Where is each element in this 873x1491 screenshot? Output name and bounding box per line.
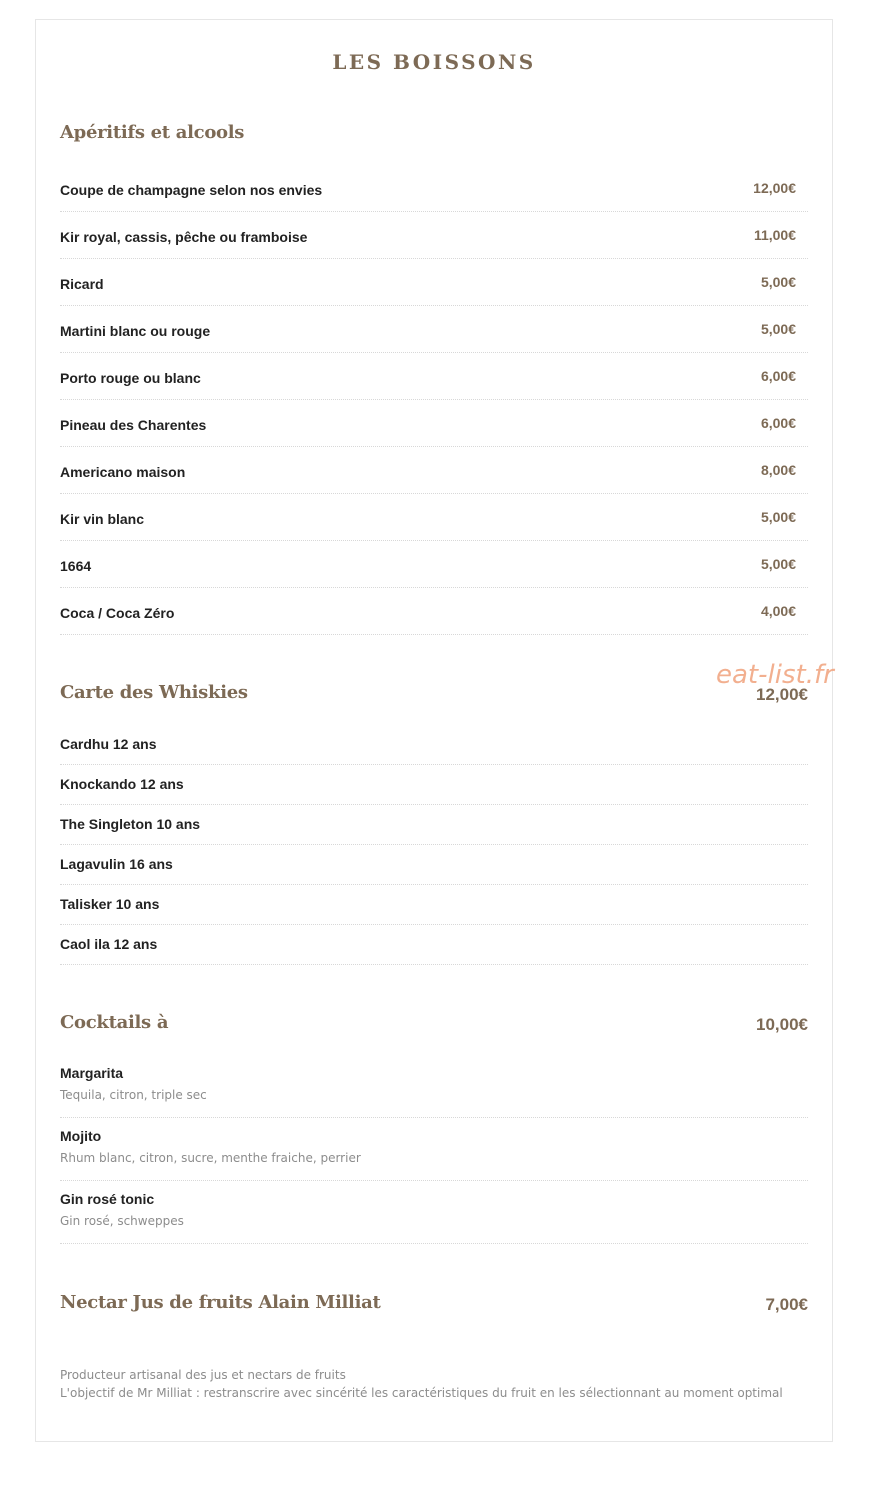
section-title-nectar: Nectar Jus de fruits Alain Milliat — [60, 1292, 381, 1313]
list-item — [60, 212, 808, 259]
item-name: Knockando 12 ans — [60, 776, 184, 792]
item-name: Gin rosé tonic — [60, 1191, 155, 1207]
page-title: LES BOISSONS — [332, 50, 536, 74]
cocktails-list — [60, 1055, 808, 1244]
item-name: Ricard — [60, 276, 104, 292]
list-item — [60, 885, 808, 925]
item-name: Lagavulin 16 ans — [60, 856, 173, 872]
item-name: Martini blanc ou rouge — [60, 323, 211, 339]
menu-card — [35, 19, 833, 1442]
list-item — [60, 494, 808, 541]
section-price-whiskies: 12,00€ — [756, 685, 808, 704]
item-name: Margarita — [60, 1065, 124, 1081]
item-name: Kir royal, cassis, pêche ou framboise — [60, 229, 308, 245]
list-item — [60, 1118, 808, 1181]
section-title-cocktails: Cocktails à — [60, 1012, 169, 1033]
item-description: Tequila, citron, triple sec — [60, 1088, 207, 1102]
item-name: 1664 — [60, 558, 92, 574]
item-name: Americano maison — [60, 464, 186, 480]
watermark: eat-list.fr — [716, 660, 834, 690]
footer-line-2: L'objectif de Mr Milliat : restranscrire avec sincérité les caractéristiques du fruit en les sélectionnant au moment optimal — [60, 1386, 783, 1400]
item-price: 5,00€ — [760, 274, 796, 290]
list-item — [60, 765, 808, 805]
item-name: Cardhu 12 ans — [60, 736, 157, 752]
list-item — [60, 259, 808, 306]
item-price: 11,00€ — [753, 227, 796, 243]
item-name: Porto rouge ou blanc — [60, 370, 201, 386]
list-item — [60, 165, 808, 212]
footer-note — [60, 1366, 810, 1402]
section-title-whiskies: Carte des Whiskies — [60, 682, 248, 703]
list-item — [60, 353, 808, 400]
list-item — [60, 925, 808, 965]
section-price-nectar: 7,00€ — [765, 1295, 808, 1314]
list-item — [60, 541, 808, 588]
section-price-cocktails: 10,00€ — [756, 1015, 808, 1034]
item-price: 8,00€ — [760, 462, 796, 478]
item-description: Gin rosé, schweppes — [60, 1214, 184, 1228]
item-price: 5,00€ — [760, 509, 796, 525]
list-item — [60, 725, 808, 765]
item-price: 5,00€ — [760, 556, 796, 572]
item-price: 6,00€ — [760, 415, 796, 431]
section-title-aperitifs: Apéritifs et alcools — [60, 122, 245, 143]
whiskies-list — [60, 725, 808, 965]
item-name: Talisker 10 ans — [60, 896, 160, 912]
list-item — [60, 588, 808, 635]
list-item — [60, 400, 808, 447]
list-item — [60, 805, 808, 845]
item-name: Coca / Coca Zéro — [60, 605, 175, 621]
footer-line-1: Producteur artisanal des jus et nectars de fruits — [60, 1368, 346, 1382]
item-price: 5,00€ — [760, 321, 796, 337]
item-name: Caol ila 12 ans — [60, 936, 158, 952]
item-name: Kir vin blanc — [60, 511, 145, 527]
list-item — [60, 306, 808, 353]
item-name: Coupe de champagne selon nos envies — [60, 182, 323, 198]
list-item — [60, 447, 808, 494]
item-price: 4,00€ — [760, 603, 796, 619]
list-item — [60, 1181, 808, 1244]
item-price: 12,00€ — [753, 180, 796, 196]
item-price: 6,00€ — [760, 368, 796, 384]
item-name: Mojito — [60, 1128, 102, 1144]
item-description: Rhum blanc, citron, sucre, menthe fraiche, perrier — [60, 1151, 361, 1165]
list-item — [60, 845, 808, 885]
aperitifs-list — [60, 165, 808, 635]
item-name: The Singleton 10 ans — [60, 816, 201, 832]
list-item — [60, 1055, 808, 1118]
item-name: Pineau des Charentes — [60, 417, 207, 433]
